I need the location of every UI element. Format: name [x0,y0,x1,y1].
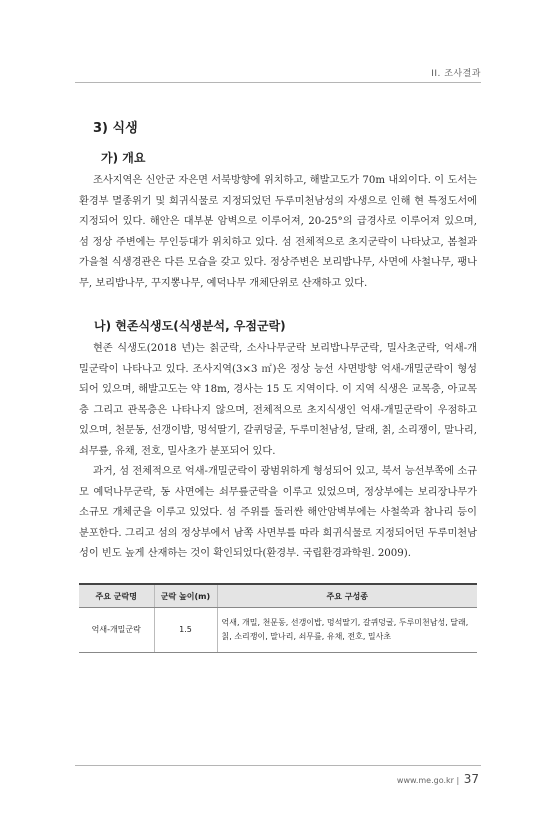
page-number: 37 [463,772,479,786]
header-divider [75,82,481,83]
footer-separator: | [456,776,460,785]
header-height: 군락 높이(m) [154,584,217,608]
vegetation-paragraph-1: 현존 식생도(2018 년)는 칡군락, 소사나무군락 보리밥나무군락, 밀사초군락, 억새-개밀군락이 나타나고 있다. 조사지역(3×3 ㎡)은 정상 능선 사면방향 억새-개밀군락이 형성되어 있으며, 해발고도는 약 18m, 경사는 15 도 지역이다. 이 지역 식생은 교목층, 아교목층 그리고 관목층은 나타나지 않으며, 전체적으로 초지식생인 억새-개밀군락이 우점하고 있으며, 천문동, 선갱이밥, 멍석딸기, 갈퀴덩굴, 두루미천남성, 달래, 칡, 소리쟁이, 말나리, 쇠무릎, 유채, 전호, 밀사초가 분포되어 있다. [79,343,477,457]
cell-community: 억새-개밀군락 [79,608,154,653]
footer-divider [75,765,481,766]
table-row [79,608,477,653]
overview-heading: 가) 개요 [101,151,146,165]
table-header-row [79,584,477,608]
species-table [79,583,477,653]
page-footer [397,772,479,786]
cell-species: 억새, 개밀, 천문동, 선갱이밥, 멍석딸기, 갈퀴덩굴, 두루미천남성, 달래, 칡, 소리쟁이, 말나리, 쇠무릎, 유채, 전호, 밀사초 [217,608,477,653]
footer-url: www.me.go.kr [396,776,454,785]
vegetation-paragraph-2: 과거, 섬 전체적으로 억새-개밀군락이 광범위하게 형성되어 있고, 북서 능선부쪽에 소규모 예덕나무군락, 동 사면에는 쇠무릎군락을 이루고 있었으며, 정상부에는 보리장나무가 소규모 개체군을 이루고 있었다. 섬 주위를 둘러싼 해안암벽부에는 사철쑥과 참나리 등이 분포한다. 그리고 섬의 정상부에서 남쪽 사면부를 따라 희귀식물로 지정되어던 두루미천남성이 빈도 높게 산재하는 것이 확인되었다(환경부. 국립환경과학원. 2009). [79,466,477,560]
overview-paragraph: 조사지역은 신안군 자은면 서북방향에 위치하고, 해발고도가 70m 내외이다. 이 도서는 환경부 멸종위기 및 희귀식물로 지정되었던 두루미천남성의 자생으로 인해 현 특정도서에 지정되어 있다. 해안은 대부분 암벽으로 이루어져, 20-25°의 급경사로 이루어져 있으며, 섬 정상 주변에는 무인등대가 위치하고 있다. 섬 전체적으로 초지군락이 나타났고, 봄철과 가을철 식생경관은 다른 모습을 갖고 있다. 정상주변은 보리밥나무, 사면에 사철나무, 팽나무, 보리밥나무, 꾸지뽕나무, 예덕나무 개체단위로 산재하고 있다. [79,175,477,289]
section-title: 3) 식생 [93,121,138,136]
header-community: 주요 군락명 [79,584,154,608]
cell-height: 1.5 [154,608,217,653]
chapter-label: II. 조사결과 [431,69,481,79]
header-species: 주요 구성종 [217,584,477,608]
vegetation-heading: 나) 현존식생도(식생분석, 우점군락) [94,319,286,333]
